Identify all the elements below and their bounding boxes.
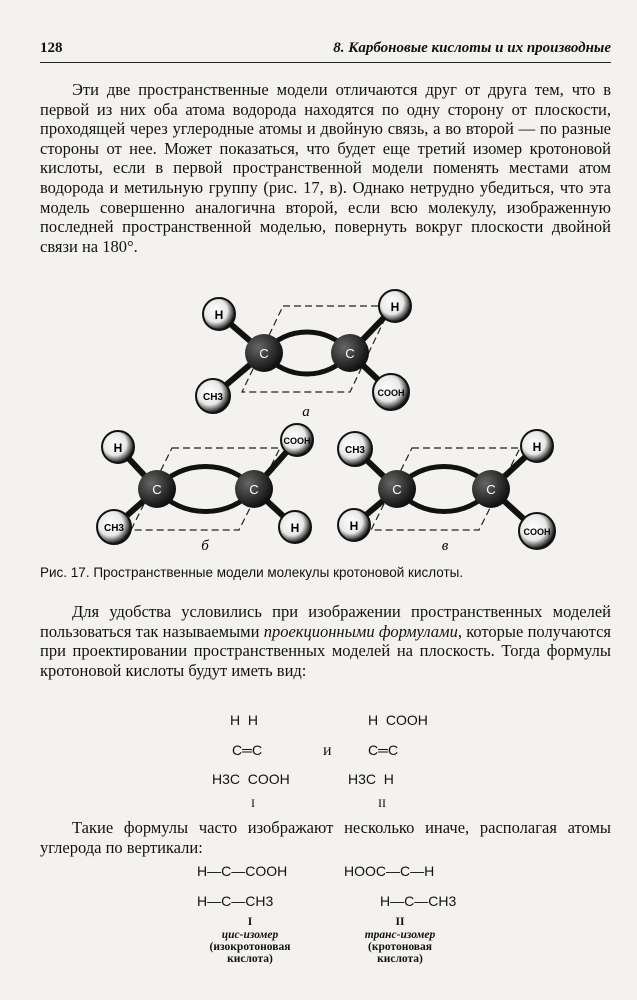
atom-label: C	[345, 346, 355, 361]
atom-label: H	[349, 519, 359, 533]
atom-label: C	[259, 346, 269, 361]
atom-label: H	[390, 300, 400, 314]
trans-isomer-desc2: кислота)	[377, 953, 423, 965]
conjunction-and: и	[323, 742, 332, 759]
atom-label: H	[532, 440, 542, 454]
atom-label: CH3	[344, 445, 366, 456]
vformula-2-line1: HOOC—C—H	[344, 863, 435, 879]
trans-isomer-desc: (кротоновая	[368, 941, 432, 953]
atom-label: COOH	[377, 388, 405, 398]
formula-2-bottom: H3C H	[348, 771, 394, 787]
cis-isomer-name: цис-изомер	[221, 929, 279, 941]
page-number: 128	[40, 40, 63, 56]
cis-isomer-desc2: кислота)	[227, 953, 273, 965]
formula-1-bottom: H3C COOH	[212, 771, 290, 787]
trans-isomer-name: транс-изомер	[364, 929, 436, 941]
atom-label: COOH	[523, 527, 551, 537]
paragraph-projection-formulas	[40, 602, 611, 680]
atom-label: CH3	[103, 523, 125, 534]
atom-label: C	[249, 482, 259, 497]
atom-label: C	[152, 482, 162, 497]
model-b	[97, 424, 313, 554]
atom-label: H	[290, 521, 300, 535]
cis-isomer-desc: (изокротоновая	[209, 941, 291, 953]
vformula-1-line2: H—C—CH3	[197, 893, 274, 909]
paragraph-models-difference: Эти две пространственные модели отличаются друг от друга тем, что в первой из них оба атома водорода находятся по одну сторону от плоскости, проходящей через углеродные атомы и двойную связь, а во второй — по разные стороны от нее. Может показаться, что будет еще третий изомер кротоновой кислоты, если в первой пространственной модели поменять местами атом водорода и метильную группу (рис. 17, в). Однако нетрудно убедиться, что эта модель совершенно аналогична второй, если всю молекулу, изображенную последней пространственной моделью, повернуть вокруг плоскости двойной связи на 180°.	[40, 80, 611, 256]
text-part: , которые получаются при проектировании пространственных моделей на плоскость. Тогда формулы кротоновой кислоты будут иметь вид:	[40, 621, 611, 680]
formula-2-double-bond: C═C	[368, 742, 399, 758]
atom-label: C	[392, 482, 402, 497]
model-label: б	[201, 538, 209, 554]
atom-label: C	[486, 482, 496, 497]
formula-1-double-bond: C═C	[232, 742, 263, 758]
formula-1-label: I	[251, 796, 255, 810]
formula-2-top: H COOH	[368, 712, 428, 728]
formula-1-top: H H	[230, 712, 258, 728]
paragraph-vertical-formulas: Такие формулы часто изображают несколько иначе, располагая атомы углерода по вертикали:	[40, 818, 611, 857]
vformula-2-line2: H—C—CH3	[380, 893, 457, 909]
atom-label: H	[214, 308, 224, 322]
vformula-2-label: II	[395, 916, 405, 928]
formula-2-label: II	[378, 796, 386, 810]
atom-label: CH3	[202, 392, 224, 403]
atom-label: COOH	[283, 436, 311, 446]
figure-caption: Рис. 17. Пространственные модели молекулы кротоновой кислоты.	[40, 565, 464, 580]
atom-label: H	[113, 441, 123, 455]
vformula-1-line1: H—C—COOH	[197, 863, 288, 879]
model-label: в	[441, 538, 449, 554]
emphasis-term: проекционными формулами	[263, 621, 458, 641]
model-v	[338, 430, 555, 554]
running-header: 8. Карбоновые кислоты и их производные	[333, 40, 611, 56]
model-a	[196, 290, 411, 420]
vformula-1-label: I	[247, 916, 253, 928]
model-label: а	[302, 404, 310, 420]
text-part: Для удобства условились при изображении пространственных моделей пользоваться так называемыми	[40, 602, 611, 641]
